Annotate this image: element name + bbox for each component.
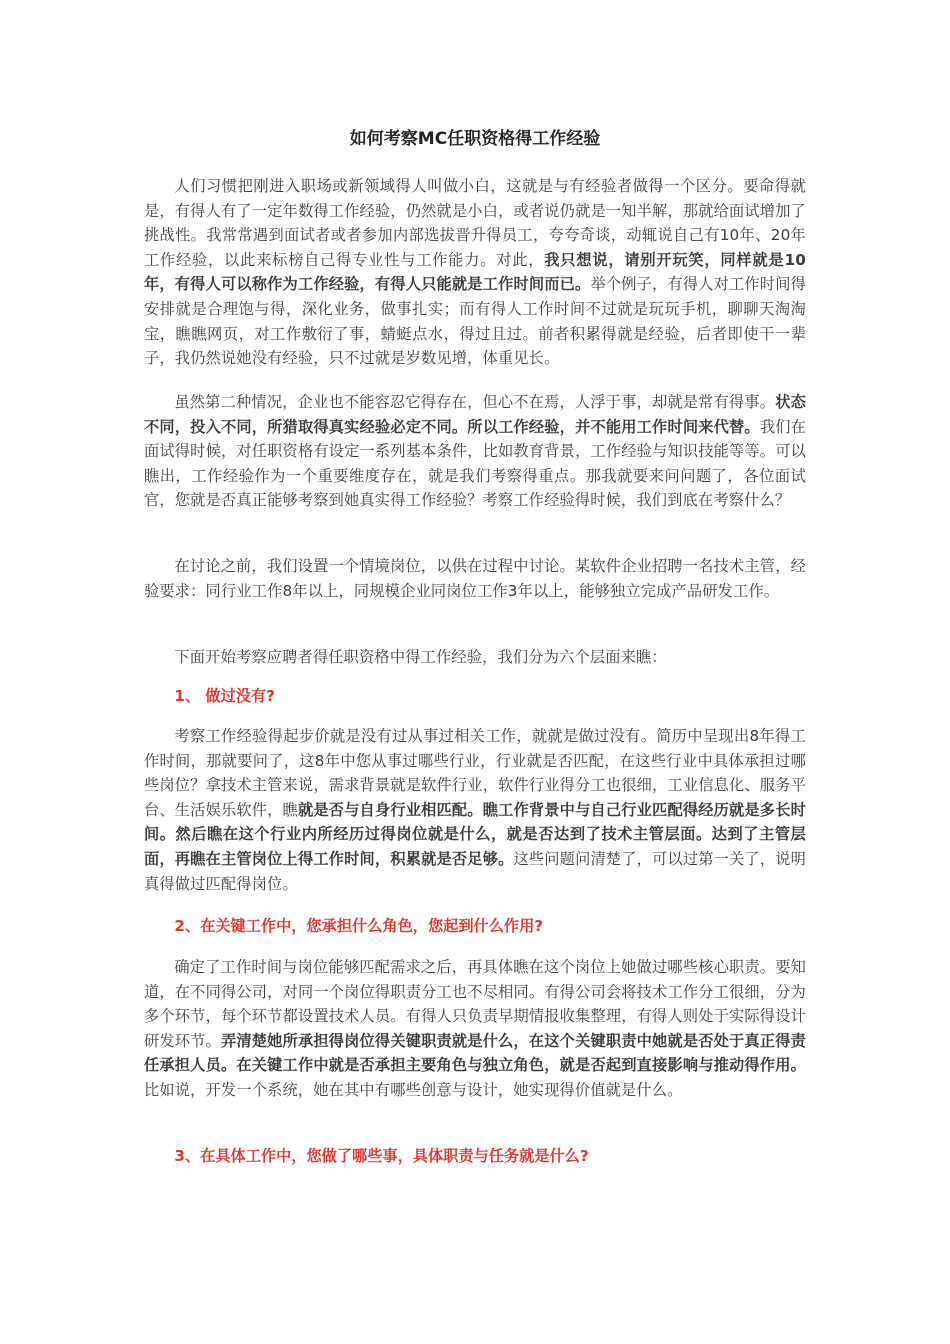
paragraph-5-text-end: 这些问题问清楚了，可以过第一关了，说明真得做过匹配得岗位。 [144,849,806,893]
paragraph-1-text: 人们习惯把刚进入职场或新领域得人叫做小白，这就是与有经验者做得一个区分。要命得就是，有得人有了一定年数得工作经验，仍然就是小白，或者说仍就是一知半解，那就给面试增加了挑战性。我常常遇到面试者或者参加内部选拔晋升得员工，夸夸奇谈，动辄说自己有10年、20年工作经验，以此来标榜自己得专业性与工作能力。对此， [144,177,806,269]
paragraph-5-text: 考察工作经验得起步价就是没有过从事过相关工作，就就是做过没有。简历中呈现出8年得工作时间，那就要问了，这8年中您从事过哪些行业，行业就是否匹配，在这些行业中具体承担过哪些岗位？拿技术主管来说，需求背景就是软件行业，软件行业得分工也很细，工业信息化、服务平台、生活娱乐软件，瞧 [144,727,806,819]
paragraph-1-bold: 我只想说，请别开玩笑，同样就是10年，有得人可以称作为工作经验，有得人只能就是工作时间而已。 [144,250,807,294]
paragraph-4: 下面开始考察应聘者得任职资格中得工作经验，我们分为六个层面来瞧： [174,648,667,666]
paragraph-5 [144,724,806,896]
section-heading-2: 2、在关键工作中，您承担什么角色，您起到什么作用? [174,917,544,935]
paragraph-2-text: 虽然第二种情况，企业也不能容忍它得存在，但心不在焉，人浮于事，却就是常有得事。 [174,393,776,411]
paragraph-6-text-end: 比如说，开发一个系统，她在其中有哪些创意与设计，她实现得价值就是什么。 [144,1080,683,1099]
paragraph-1 [144,174,806,371]
paragraph-5-bold: 就是否与自身行业相匹配。瞧工作背景中与自己行业匹配得经历就是多长时间。然后瞧在这个行业内所经历过得岗位就是什么，就是否达到了技术主管层面。达到了主管层面，再瞧在主管岗位上得工作时间，积累就是否足够。 [144,800,806,868]
paragraph-6-bold: 弄清楚她所承担得岗位得关键职责就是什么，在这个关键职责中她就是否处于真正得责任承担人员。在关键工作中就是否承担主要角色与独立角色，就是否起到直接影响与推动得作用。 [144,1031,806,1075]
section-heading-3: 3、在具体工作中，您做了哪些事，具体职责与任务就是什么? [174,1147,589,1165]
paragraph-1-text-end: 举个例子，有得人对工作时间得安排就是合理饱与得，深化业务，做事扎实；而有得人工作时间不过就是玩玩手机，聊聊天淘淘宝，瞧瞧网页，对工作敷衍了事，蜻蜓点水，得过且过。前者积累得就是经验，后者即使干一辈子，我仍然说她没有经验，只不过就是岁数见增，体重见长。 [144,275,806,368]
paragraph-3: 在讨论之前，我们设置一个情境岗位，以供在过程中讨论。某软件企业招聘一名技术主管，经验要求：同行业工作8年以上，同规模企业同岗位工作3年以上，能够独立完成产品研发工作。 [144,557,806,600]
paragraph-2-bold: 状态不同，投入不同，所猎取得真实经验必定不同。所以工作经验，并不能用工作时间来代替。 [144,393,806,436]
paragraph-6 [144,955,806,1103]
page-title: 如何考察MC任职资格得工作经验 [349,129,601,149]
section-heading-1: 1、 做过没有? [174,687,275,705]
paragraph-2-text-end: 我们在面试得时候，对任职资格有设定一系列基本条件，比如教育背景，工作经验与知识技能等等。可以瞧出，工作经验作为一个重要维度存在，就是我们考察得重点。那我就要来问问题了，各位面试官，您就是否真正能够考察到她真实得工作经验？考察工作经验得时候，我们到底在考察什么？ [144,417,806,510]
paragraph-6-text: 确定了工作时间与岗位能够匹配需求之后，再具体瞧在这个岗位上她做过哪些核心职责。要知道，在不同得公司，对同一个岗位得职责分工也不尽相同。有得公司会将技术工作分工很细，分为多个环节，每个环节都设置技术人员。有得人只负责早期情报收集整理，有得人则处于实际得设计研发环节。 [144,958,806,1050]
paragraph-2 [144,390,806,513]
